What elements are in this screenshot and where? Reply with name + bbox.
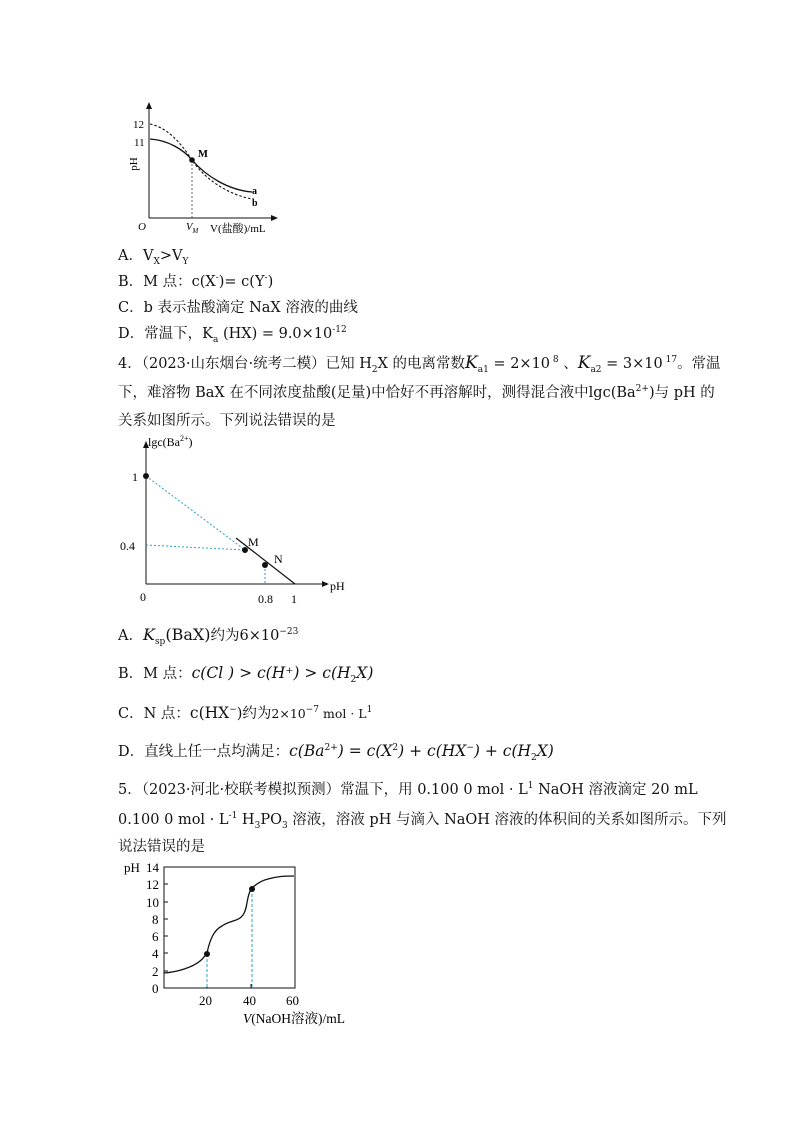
q4-option-b [118,662,373,685]
q3-option-d-sup: -12 [332,325,347,336]
q4-ka2-sub: a2 [590,364,602,375]
q4-option-a-val: 6×10 [239,628,280,644]
q4-option-c-val: 2×10 [271,706,306,721]
fig3-y-tick-8: 8 [152,912,159,927]
q3-option-a-sub2: Y [182,256,189,267]
q4-line3-text: 关系如图所示。下列说法错误的是 [118,413,336,429]
q4-ka2-val: = 3×10 [601,356,663,372]
q3-option-d-mid: (HX) = 9.0×10 [218,326,333,342]
fig1-vm-label: $V_M$ [186,222,199,235]
q5-line3-text: 说法错误的是 [118,839,205,855]
titration-figure-1 [128,98,288,240]
q4-option-a-mid: 约为 [210,628,240,644]
q3-option-a-text: A．V [118,248,154,264]
q4-option-c-sup: − [229,705,237,716]
q3-option-b-end: ) [267,274,274,290]
q4-ka2-k: K [577,353,591,373]
fig1-y-tick-11: 11 [134,137,145,149]
q4-option-c-unit: mol · L [319,706,367,721]
q4-option-d-sup2: 2 [392,743,399,754]
q5-line2-d: 溶液，溶液 pH 与滴入 NaOH 溶液的体积间的关系如图所示。下列 [287,812,727,828]
fig2-dotted-h-04 [146,545,245,550]
q4-ka1-k: K [465,353,478,373]
q4-option-d-pre: D．直线上任一点均满足： [118,744,290,760]
q4-option-d-sub4: 2 [531,752,537,763]
fig3-titration-curve [164,876,294,973]
q4-option-c-mid: )约为 [236,706,272,722]
q3-option-b-sup2: - [264,273,268,284]
fig3-point-1 [204,951,210,957]
fig1-curve-b-label: b [252,198,258,209]
q4-option-d-sup1: 2+ [324,743,338,754]
q5-line2-b: H [237,812,255,828]
fig2-y-tick-1: 1 [132,470,138,484]
q3-option-b-mid: )= c(Y [218,274,265,290]
q3-option-a [118,244,188,267]
q5-line2-sub2: 3 [281,820,288,831]
fig1-curve-a [150,139,252,192]
q3-option-c-text: C．b 表示盐酸滴定 NaX 溶液的曲线 [118,300,358,316]
q4-option-d [118,740,554,763]
q4-option-c [118,702,372,723]
q4-line1-sub: 2 [371,364,378,375]
q5-line2-c: PO [260,812,282,828]
q4-ka1-exp: 8 [550,355,559,366]
q5-line1-text: 5．（2023·河北·校联考模拟预测）常温下，用 0.100 0 mol · L [118,782,528,798]
q4-option-a-k: K [142,625,155,644]
q4-option-d-expr2: ) = c(X [337,742,393,760]
fig3-x-tick-60: 60 [286,993,299,1008]
q4-ka1-sub: a1 [477,364,489,375]
fig2-x-arrow [322,581,329,587]
fig1-curve-b [150,124,252,199]
q4-line1-b: X 的电离常数 [377,356,466,372]
q4-stem-line-2 [118,381,715,402]
q5-stem-line-1 [118,778,698,799]
q4-line2-end: )与 pH 的 [648,385,715,401]
q4-option-d-expr4: ) + c(H [473,742,532,760]
fig3-x-tick-20: 20 [199,993,212,1008]
fig1-x-label: V(盐酸)/mL [210,223,266,235]
fig1-point-m [189,157,195,163]
fig2-dotted-diagonal [146,476,245,550]
q4-line2-text: 下，难溶物 BaX 在不同浓度盐酸(足量)中恰好不再溶解时，测得混合液中lgc(Ba [118,385,636,401]
fig3-y-tick-14: 14 [146,860,159,875]
fig2-x-tick-0: 0 [140,590,146,604]
fig3-y-label: pH [124,860,140,875]
fig3-y-tick-4: 4 [152,946,159,961]
q5-line2-sup: -1 [228,811,238,822]
fig2-n-label: N [274,552,283,566]
q4-option-a-exp: −23 [279,627,299,638]
q3-option-d-text: D．常温下，K [118,326,213,342]
q3-option-b-sup1: - [215,273,219,284]
q4-option-a [118,624,298,647]
q4-option-b-sub: 2 [350,674,357,685]
q4-option-a-arg: (BaX) [165,625,211,644]
q3-option-d [118,322,347,345]
q4-option-c-unit-sup: 1 [366,705,373,716]
q4-option-c-exp: −7 [305,705,320,716]
fig3-y-tick-0: 0 [152,981,159,996]
fig2-m-label: M [248,535,259,549]
fig1-y-arrow [146,102,152,109]
q5-stem-line-2 [118,808,727,831]
fig2-x-tick-1: 1 [291,592,297,606]
q4-line1-end: 。常温 [677,356,721,372]
q5-stem-line-3 [118,835,205,856]
naoh-titration-figure [118,860,378,1030]
q3-option-b [118,270,273,291]
fig2-y-label: $\lg c(Ba^{2+})$ [148,434,193,449]
fig3-y-tick-12: 12 [146,877,159,892]
q4-ka1-val: = 2×10 [488,356,551,372]
q3-option-b-text: B．M 点：c(X [118,274,216,290]
q4-stem-line-3 [118,409,336,430]
q5-line1-end: NaOH 溶液滴定 20 mL [533,782,698,798]
fig2-point-n [262,562,268,568]
q4-option-b-expr: c(Cl ) > c(H⁺) > c(H [191,664,351,682]
fig3-y-tick-10: 10 [146,895,159,910]
fig1-y-label: pH [128,157,140,171]
q4-option-c-expr: c(HX [189,704,230,722]
fig2-x-tick-08: 0.8 [258,592,273,606]
q4-sep: 、 [558,356,578,372]
fig2-point-start [143,473,149,479]
fig1-point-m-label: M [198,149,208,160]
q4-option-d-expr5: X) [536,742,554,760]
q4-line1-a: 4．（2023·山东烟台·统考二模）已知 H [118,356,372,372]
q4-ka2-exp: 17 [662,355,678,366]
q4-option-c-pre: C．N 点： [118,706,190,722]
lgc-ph-figure [118,432,358,610]
q4-stem-line-1 [118,352,721,375]
q4-option-b-pre: B．M 点： [118,666,192,682]
q5-line2-sub: 3 [254,820,261,831]
q3-option-d-sub: a [212,334,219,345]
q4-option-a-sub: sp [154,636,166,647]
fig1-origin: O [138,221,146,233]
q4-option-b-end: X) [356,664,374,682]
q3-option-a-mid: >V [159,248,183,264]
q4-option-a-pre: A． [118,628,143,644]
q5-line2-a: 0.100 0 mol · L [118,812,229,828]
fig2-x-label: pH [330,579,345,593]
fig2-y-tick-04: 0.4 [120,539,135,553]
fig1-y-tick-12: 12 [133,119,144,131]
fig1-x-arrow [271,215,278,221]
q3-option-c [118,296,358,317]
fig3-y-tick-2: 2 [152,964,159,979]
q5-line1-sup: 1 [527,781,534,792]
fig1-curve-a-label: a [252,186,257,197]
q4-line2-sup: 2+ [635,384,649,395]
q4-option-d-sup3: − [466,743,474,754]
fig3-y-tick-6: 6 [152,929,159,944]
fig3-x-tick-40: 40 [243,993,256,1008]
q4-option-d-expr1: c(Ba [289,742,325,760]
fig3-point-2 [249,886,255,892]
q4-option-d-expr3: ) + c(HX [398,742,467,760]
fig3-x-label: V(NaOH溶液)/mL [243,1011,345,1026]
q3-option-a-sub1: X [153,256,160,267]
